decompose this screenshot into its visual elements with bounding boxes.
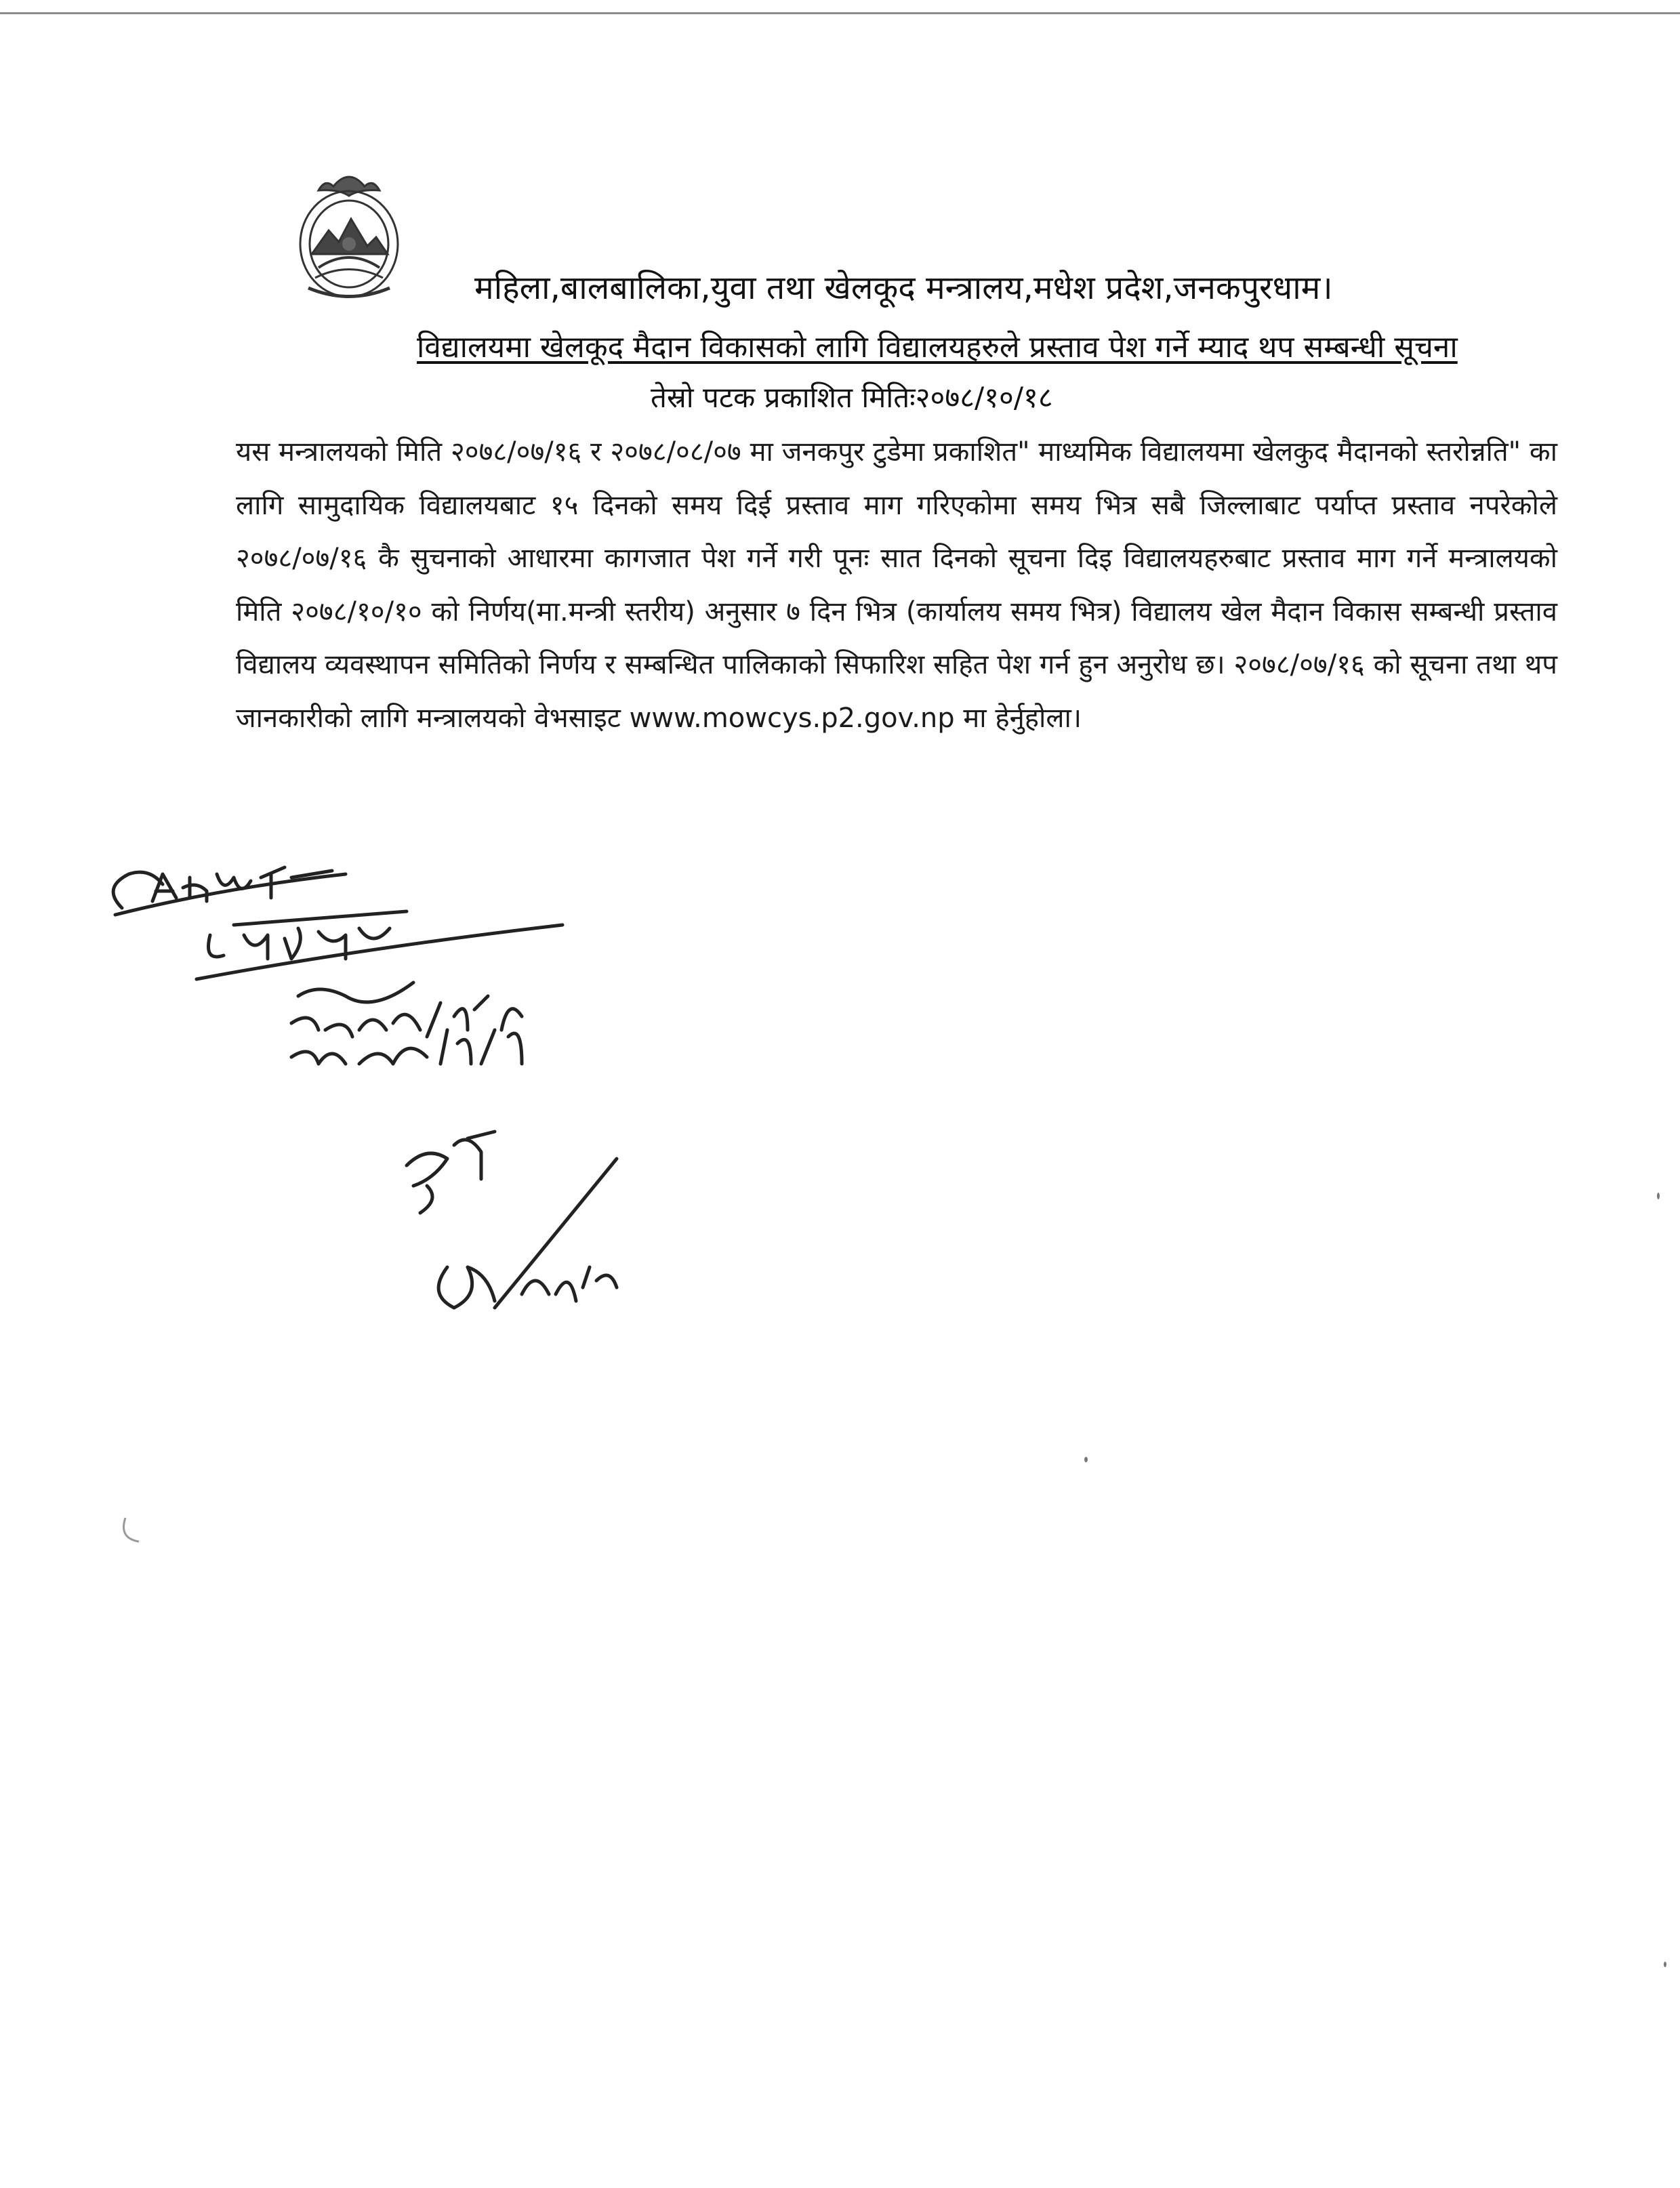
scan-top-border	[0, 12, 1680, 14]
ministry-heading: महिला,बालबालिका,युवा तथा खेलकूद मन्त्रालय,मधेश प्रदेश,जनकपुरधाम।	[474, 269, 1333, 307]
signature-note-2	[197, 911, 562, 979]
scan-speck	[1657, 1193, 1660, 1199]
signature-note-1	[113, 867, 346, 915]
scan-speck	[1084, 1457, 1088, 1462]
notice-body: यस मन्त्रालयको मिति २०७८/०७/१६ र २०७८/०८/०७ मा जनकपुर टुडेमा प्रकाशित" माध्यमिक विद्यालयमा खेलकुद मैदानको स्तरोन्नति" का लागि सामुदायिक विद्यालयबाट १५ दिनको समय दिई प्रस्ताव माग गरिएकोमा समय भित्र सबै जिल्लाबाट पर्याप्त प्रस्ताव नपरेकोले २०७८/०७/१६ कै सुचनाको आधारमा कागजात पेश गर्ने गरी पूनः सात दिनको सूचना दिइ विद्यालयहरुबाट प्रस्ताव माग गर्ने मन्त्रालयको मिति २०७८/१०/१० को निर्णय(मा.मन्त्री स्तरीय) अनुसार ७ दिन भित्र (कार्यालय समय भित्र) विद्यालय खेल मैदान विकास सम्बन्धी प्रस्ताव विद्यालय व्यवस्थापन समितिको निर्णय र सम्बन्धित पालिकाको सिफारिश सहित पेश गर्न हुन अनुरोध छ। २०७८/०७/१६ को सूचना तथा थप जानकारीको लागि मन्त्रालयको वेभसाइट www.mowcys.p2.gov.np मा हेर्नुहोला।	[236, 436, 1557, 734]
notice-subject: विद्यालयमा खेलकूद मैदान विकासको लागि विद्यालयहरुले प्रस्ताव पेश गर्ने म्याद थप सम्बन्धी सूचना	[417, 330, 1458, 365]
signature-note-3	[407, 1132, 495, 1213]
handwritten-signatures	[88, 861, 698, 1369]
nepal-emblem-icon	[291, 166, 407, 305]
publication-date: तेस्रो पटक प्रकाशित मितिः२०७८/१०/१८	[651, 381, 1053, 414]
scan-speck	[1664, 1962, 1666, 1967]
signature-date-1	[291, 983, 522, 1064]
scan-mark	[119, 1511, 159, 1552]
signature-date-2	[438, 1159, 617, 1308]
